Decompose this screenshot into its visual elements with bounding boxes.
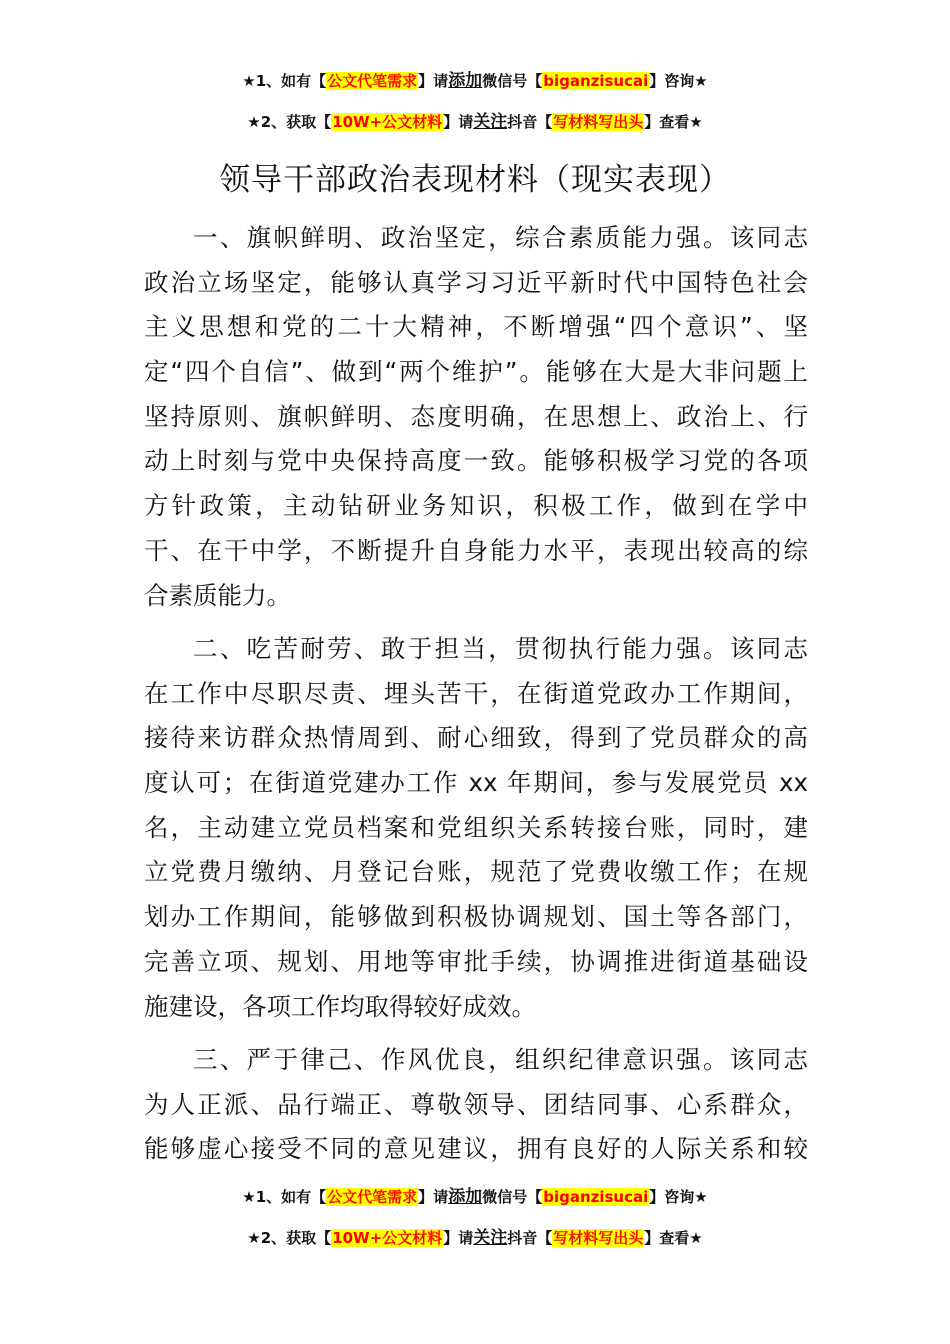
banner-wechat-id: biganzisucai xyxy=(543,1188,649,1206)
paragraph-line: 接待来访群众热情周到、耐心细致，得到了党员群众的高 xyxy=(144,723,808,753)
banner-text: 微信号【 xyxy=(482,72,543,90)
paragraph-1 xyxy=(144,216,808,618)
banner-underline-text: 关注 xyxy=(473,1228,508,1248)
paragraph-line: 主义思想和党的二十大精神，不断增强“四个意识”、坚 xyxy=(144,312,808,342)
banner-underline-text: 添加 xyxy=(448,1187,483,1207)
banner-text: 】请 xyxy=(443,113,474,131)
banner-prefix: ★1、如有【 xyxy=(242,1188,327,1206)
banner-suffix: 】查看★ xyxy=(644,1229,703,1247)
banner-underline-text: 关注 xyxy=(473,112,508,132)
header-banner-line-2 xyxy=(0,111,950,133)
banner-wechat-id: biganzisucai xyxy=(543,72,649,90)
paragraph-line: 动上时刻与党中央保持高度一致。能够积极学习党的各项 xyxy=(144,446,808,476)
banner-suffix: 】查看★ xyxy=(644,113,703,131)
paragraph-line: 坚持原则、旗帜鲜明、态度明确，在思想上、政治上、行 xyxy=(144,401,808,431)
banner-text: 抖音【 xyxy=(507,113,553,131)
paragraph-line: 方针政策，主动钻研业务知识，积极工作，做到在学中 xyxy=(144,491,808,521)
banner-prefix: ★2、获取【 xyxy=(247,1229,332,1247)
footer-banner-line-2 xyxy=(0,1227,950,1249)
paragraph-line: 在工作中尽职尽责、埋头苦干，在街道党政办工作期间， xyxy=(144,678,808,708)
paragraph-line: 施建设，各项工作均取得较好成效。 xyxy=(144,991,536,1021)
banner-prefix: ★1、如有【 xyxy=(242,72,327,90)
document-title: 领导干部政治表现材料（现实表现） xyxy=(219,162,731,198)
banner-highlight: 10W+公文材料 xyxy=(332,113,443,131)
paragraph-line: 名，主动建立党员档案和党组织关系转接台账，同时，建 xyxy=(144,812,808,842)
banner-text: 】请 xyxy=(443,1229,474,1247)
paragraph-line: 三、严于律己、作风优良，组织纪律意识强。该同志 xyxy=(193,1045,808,1074)
banner-text: 】请 xyxy=(418,72,449,90)
banner-douyin-id: 写材料写出头 xyxy=(553,1229,644,1247)
paragraph-line: 合素质能力。 xyxy=(144,580,291,610)
paragraph-line: 为人正派、品行端正、尊敬领导、团结同事、心系群众， xyxy=(144,1089,808,1119)
banner-text: 微信号【 xyxy=(482,1188,543,1206)
header-banner-line-1 xyxy=(0,70,950,92)
paragraph-line: 度认可；在街道党建办工作 xx 年期间，参与发展党员 xx xyxy=(144,768,808,798)
paragraph-line: 二、吃苦耐劳、敢于担当，贯彻执行能力强。该同志 xyxy=(193,634,808,663)
paragraph-line: 定“四个自信”、做到“两个维护”。能够在大是大非问题上 xyxy=(144,357,808,387)
banner-suffix: 】咨询★ xyxy=(649,72,708,90)
paragraph-line: 能够虚心接受不同的意见建议，拥有良好的人际关系和较 xyxy=(144,1134,808,1164)
banner-highlight: 10W+公文材料 xyxy=(332,1229,443,1247)
banner-text: 抖音【 xyxy=(507,1229,553,1247)
paragraph-line: 一、旗帜鲜明、政治坚定，综合素质能力强。该同志 xyxy=(193,223,808,252)
banner-highlight: 公文代笔需求 xyxy=(327,72,418,90)
paragraph-line: 划办工作期间，能够做到积极协调规划、国土等各部门， xyxy=(144,902,808,932)
banner-highlight: 公文代笔需求 xyxy=(327,1188,418,1206)
banner-suffix: 】咨询★ xyxy=(649,1188,708,1206)
banner-text: 】请 xyxy=(418,1188,449,1206)
paragraph-line: 立党费月缴纳、月登记台账，规范了党费收缴工作；在规 xyxy=(144,857,808,887)
banner-prefix: ★2、获取【 xyxy=(247,113,332,131)
paragraph-line: 完善立项、规划、用地等审批手续，协调推进街道基础设 xyxy=(144,946,808,976)
banner-douyin-id: 写材料写出头 xyxy=(553,113,644,131)
footer-banner-line-1 xyxy=(0,1186,950,1208)
paragraph-line: 干、在干中学，不断提升自身能力水平，表现出较高的综 xyxy=(144,535,808,565)
banner-underline-text: 添加 xyxy=(448,71,483,91)
paragraph-line: 政治立场坚定，能够认真学习习近平新时代中国特色社会 xyxy=(144,267,808,297)
paragraph-3 xyxy=(144,1038,808,1172)
paragraph-2 xyxy=(144,627,808,1029)
